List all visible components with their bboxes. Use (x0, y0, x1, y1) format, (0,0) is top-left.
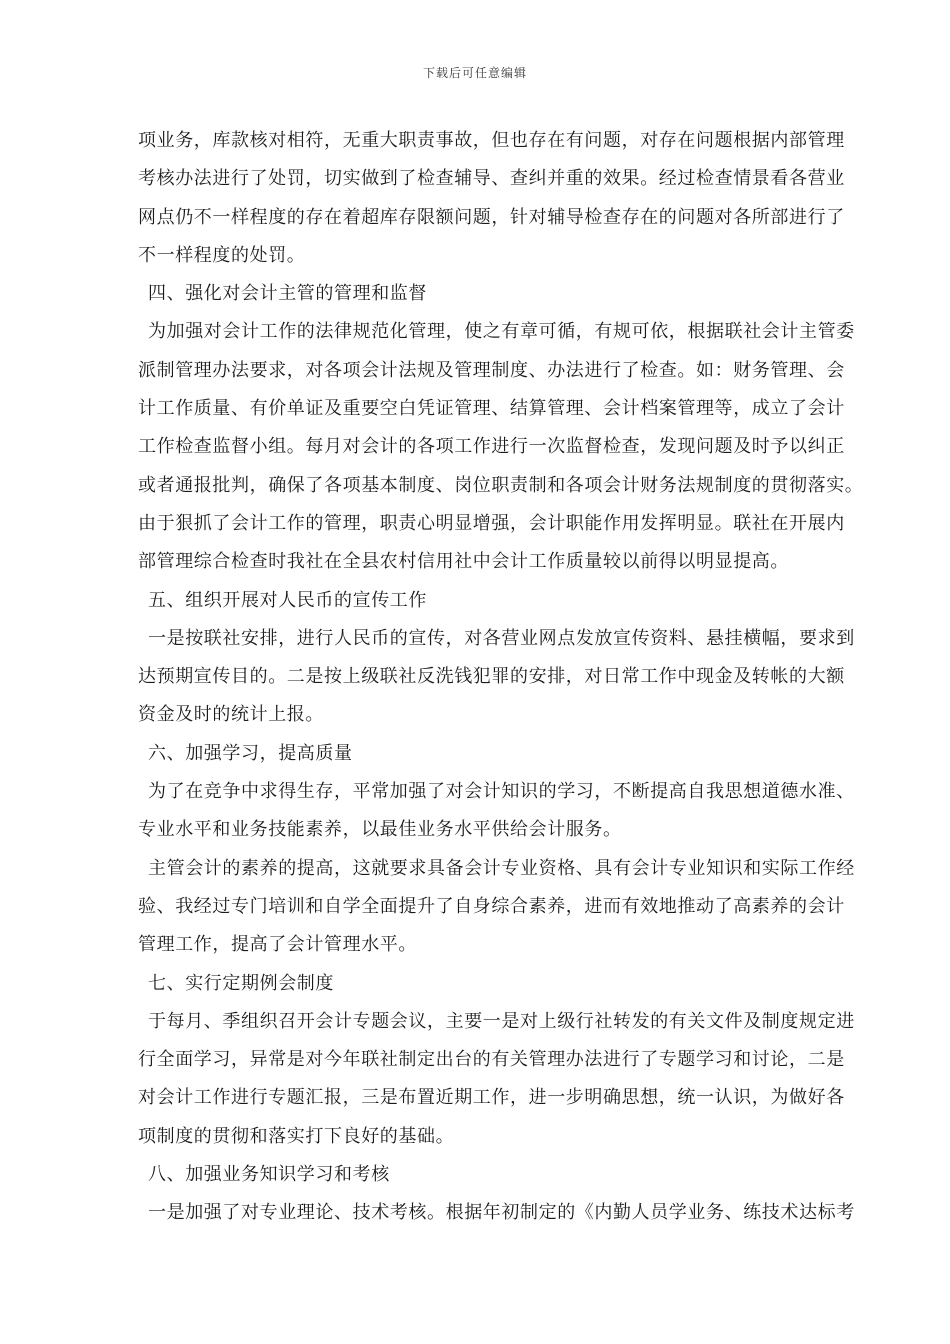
text-line: 不一样程度的处罚。 (138, 244, 306, 266)
text-line: 由于狠抓了会计工作的管理，职责心明显增强，会计职能作用发挥明显。联社在开展内 (138, 512, 845, 534)
section-heading: 八、加强业务知识学习和考核 (148, 1164, 390, 1186)
text-line: 管理工作，提高了会计管理水平。 (138, 934, 417, 956)
text-line: 或者通报批判，确保了各项基本制度、岗位职责制和各项会计财务法规制度的贯彻落实。 (138, 474, 864, 496)
text-line: 为加强对会计工作的法律规范化管理，使之有章可循，有规可依，根据联社会计主管委 (148, 321, 855, 343)
section-heading: 四、强化对会计主管的管理和监督 (148, 283, 427, 305)
text-line: 验、我经过专门培训和自学全面提升了自身综合素养，进而有效地推动了高素养的会计 (138, 895, 845, 917)
text-line: 为了在竞争中求得生存，平常加强了对会计知识的学习，不断提高自我思想道德水准、 (148, 781, 855, 803)
text-line: 行全面学习，异常是对今年联社制定出台的有关管理办法进行了专题学习和讨论，二是 (138, 1049, 845, 1071)
text-line: 达预期宣传目的。二是按上级联社反洗钱犯罪的安排，对日常工作中现金及转帐的大额 (138, 666, 845, 688)
section-heading: 五、组织开展对人民币的宣传工作 (148, 589, 427, 611)
text-line: 项业务，库款核对相符，无重大职责事故，但也存在有问题，对存在问题根据内部管理 (138, 130, 845, 151)
text-line: 资金及时的统计上报。 (138, 704, 324, 726)
text-line: 一是加强了对专业理论、技术考核。根据年初制定的《内勤人员学业务、练技术达标考 (148, 1202, 855, 1224)
text-line: 派制管理办法要求，对各项会计法规及管理制度、办法进行了检查。如：财务管理、会 (138, 359, 845, 381)
text-line: 计工作质量、有价单证及重要空白凭证管理、结算管理、会计档案管理等，成立了会计 (138, 398, 845, 420)
text-line: 对会计工作进行专题汇报，三是布置近期工作，进一步明确思想，统一认识，为做好各 (138, 1087, 845, 1109)
text-line: 主管会计的素养的提高，这就要求具备会计专业资格、具有会计专业知识和实际工作经 (148, 857, 855, 879)
page-header-note: 下载后可任意编辑 (422, 66, 527, 80)
text-line: 一是按联社安排，进行人民币的宣传，对各营业网点发放宣传资料、悬挂横幅，要求到 (148, 627, 855, 649)
text-line: 考核办法进行了处罚，切实做到了检查辅导、查纠并重的效果。经过检查情景看各营业 (138, 168, 845, 190)
text-line: 部管理综合检查时我社在全县农村信用社中会计工作质量较以前得以明显提高。 (138, 551, 789, 573)
text-line: 网点仍不一样程度的存在着超库存限额问题，针对辅导检查存在的问题对各所部进行了 (138, 206, 845, 228)
text-line: 工作检查监督小组。每月对会计的各项工作进行一次监督检查，发现问题及时予以纠正 (138, 436, 845, 458)
text-line: 于每月、季组织召开会计专题会议，主要一是对上级行社转发的有关文件及制度规定进 (148, 1010, 855, 1032)
text-line: 专业水平和业务技能素养，以最佳业务水平供给会计服务。 (138, 819, 622, 841)
text-line: 项制度的贯彻和落实打下良好的基础。 (138, 1125, 455, 1147)
section-heading: 六、加强学习，提高质量 (148, 742, 353, 764)
section-heading: 七、实行定期例会制度 (148, 972, 334, 994)
document-body (138, 122, 890, 1233)
